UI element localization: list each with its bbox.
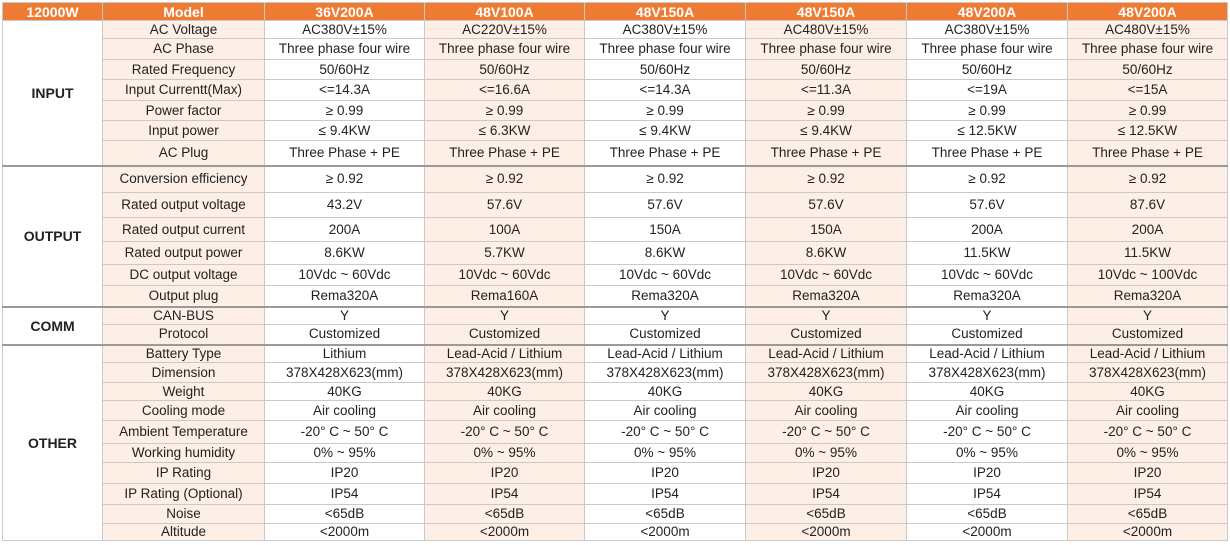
header-model: 36V200A — [265, 3, 425, 21]
spec-value-cell: Y — [746, 307, 907, 325]
spec-value-cell: Three Phase + PE — [585, 141, 746, 166]
spec-value-cell: Rema320A — [746, 286, 907, 307]
spec-value-cell: Three phase four wire — [425, 39, 585, 60]
spec-value-cell: 8.6KW — [746, 242, 907, 265]
spec-value-cell: -20° C ~ 50° C — [265, 421, 425, 444]
spec-value-cell: Lead-Acid / Lithium — [1068, 345, 1228, 363]
spec-value-cell: 0% ~ 95% — [1068, 444, 1228, 463]
spec-value-cell: Three Phase + PE — [265, 141, 425, 166]
spec-value-cell: Three phase four wire — [907, 39, 1068, 60]
spec-value-cell: Lead-Acid / Lithium — [746, 345, 907, 363]
header-model: 48V150A — [585, 3, 746, 21]
spec-value-cell: Rema320A — [585, 286, 746, 307]
spec-value-cell: <2000m — [265, 524, 425, 541]
spec-value-cell: 10Vdc ~ 60Vdc — [746, 265, 907, 286]
spec-value-cell: Rema320A — [265, 286, 425, 307]
spec-value-cell: Air cooling — [425, 401, 585, 421]
header-model: 48V200A — [1068, 3, 1228, 21]
table-row — [3, 265, 1228, 286]
spec-value-cell: Three Phase + PE — [425, 141, 585, 166]
group-label-other: OTHER — [3, 345, 103, 541]
group-label-comm: COMM — [3, 307, 103, 345]
spec-value-cell: IP20 — [425, 463, 585, 484]
param-label: Battery Type — [103, 345, 265, 363]
spec-value-cell: IP20 — [585, 463, 746, 484]
spec-value-cell: 378X428X623(mm) — [1068, 363, 1228, 383]
spec-value-cell: 87.6V — [1068, 193, 1228, 218]
spec-value-cell: 200A — [907, 218, 1068, 242]
param-label: Working humidity — [103, 444, 265, 463]
spec-value-cell: Air cooling — [585, 401, 746, 421]
spec-value-cell: Lead-Acid / Lithium — [425, 345, 585, 363]
spec-value-cell: ≤ 9.4KW — [585, 121, 746, 141]
spec-value-cell: ≥ 0.92 — [746, 166, 907, 193]
spec-value-cell: <=11.3A — [746, 80, 907, 101]
table-row — [3, 484, 1228, 505]
spec-value-cell: Customized — [265, 325, 425, 345]
spec-value-cell: Rema320A — [1068, 286, 1228, 307]
spec-value-cell: 0% ~ 95% — [907, 444, 1068, 463]
spec-value-cell: -20° C ~ 50° C — [425, 421, 585, 444]
spec-value-cell: 50/60Hz — [907, 60, 1068, 80]
spec-value-cell: 50/60Hz — [585, 60, 746, 80]
spec-value-cell: Customized — [585, 325, 746, 345]
spec-value-cell: <2000m — [1068, 524, 1228, 541]
spec-value-cell: ≥ 0.99 — [746, 101, 907, 121]
spec-value-cell: 10Vdc ~ 60Vdc — [425, 265, 585, 286]
table-row — [3, 21, 1228, 39]
spec-value-cell: 50/60Hz — [425, 60, 585, 80]
spec-value-cell: 10Vdc ~ 60Vdc — [907, 265, 1068, 286]
spec-value-cell: 378X428X623(mm) — [425, 363, 585, 383]
table-row — [3, 401, 1228, 421]
spec-value-cell: 0% ~ 95% — [425, 444, 585, 463]
table-row — [3, 80, 1228, 101]
spec-value-cell: 50/60Hz — [1068, 60, 1228, 80]
spec-value-cell: IP20 — [746, 463, 907, 484]
group-label-input: INPUT — [3, 21, 103, 166]
spec-value-cell: ≤ 12.5KW — [907, 121, 1068, 141]
table-row — [3, 463, 1228, 484]
header-model: 48V100A — [425, 3, 585, 21]
spec-value-cell: 11.5KW — [907, 242, 1068, 265]
param-label: Output plug — [103, 286, 265, 307]
param-label: Protocol — [103, 325, 265, 345]
spec-value-cell: ≥ 0.99 — [425, 101, 585, 121]
param-label: Noise — [103, 505, 265, 524]
spec-value-cell: 40KG — [265, 383, 425, 401]
param-label: Rated output power — [103, 242, 265, 265]
spec-value-cell: 0% ~ 95% — [585, 444, 746, 463]
param-label: Input power — [103, 121, 265, 141]
spec-value-cell: 40KG — [425, 383, 585, 401]
param-label: Rated output current — [103, 218, 265, 242]
spec-value-cell: Three phase four wire — [585, 39, 746, 60]
spec-value-cell: <2000m — [585, 524, 746, 541]
spec-value-cell: Lead-Acid / Lithium — [585, 345, 746, 363]
param-label: Cooling mode — [103, 401, 265, 421]
spec-value-cell: ≤ 6.3KW — [425, 121, 585, 141]
header-model: 48V150A — [746, 3, 907, 21]
spec-value-cell: IP54 — [265, 484, 425, 505]
table-row — [3, 242, 1228, 265]
spec-value-cell: AC480V±15% — [1068, 21, 1228, 39]
spec-value-cell: Three Phase + PE — [907, 141, 1068, 166]
table-row — [3, 121, 1228, 141]
table-row — [3, 166, 1228, 193]
spec-value-cell: AC380V±15% — [585, 21, 746, 39]
table-row — [3, 383, 1228, 401]
table-body — [3, 21, 1228, 541]
spec-value-cell: IP54 — [425, 484, 585, 505]
param-label: Input Currentt(Max) — [103, 80, 265, 101]
header-corner: 12000W — [3, 3, 103, 21]
param-label: Altitude — [103, 524, 265, 541]
spec-value-cell: 150A — [746, 218, 907, 242]
table-row — [3, 345, 1228, 363]
spec-value-cell: Y — [907, 307, 1068, 325]
spec-value-cell: <2000m — [425, 524, 585, 541]
spec-value-cell: ≤ 9.4KW — [265, 121, 425, 141]
spec-value-cell: Lithium — [265, 345, 425, 363]
param-label: CAN-BUS — [103, 307, 265, 325]
spec-value-cell: 40KG — [907, 383, 1068, 401]
spec-value-cell: 150A — [585, 218, 746, 242]
spec-value-cell: Three phase four wire — [746, 39, 907, 60]
param-label: AC Voltage — [103, 21, 265, 39]
spec-value-cell: Three Phase + PE — [746, 141, 907, 166]
table-row — [3, 101, 1228, 121]
spec-value-cell: 57.6V — [746, 193, 907, 218]
spec-value-cell: ≤ 9.4KW — [746, 121, 907, 141]
table-row — [3, 39, 1228, 60]
spec-value-cell: ≥ 0.99 — [1068, 101, 1228, 121]
spec-value-cell: -20° C ~ 50° C — [585, 421, 746, 444]
spec-value-cell: 378X428X623(mm) — [907, 363, 1068, 383]
spec-value-cell: Air cooling — [746, 401, 907, 421]
spec-value-cell: 50/60Hz — [265, 60, 425, 80]
spec-value-cell: <=15A — [1068, 80, 1228, 101]
param-label: AC Phase — [103, 39, 265, 60]
spec-value-cell: 8.6KW — [585, 242, 746, 265]
spec-value-cell: 43.2V — [265, 193, 425, 218]
table-row — [3, 421, 1228, 444]
spec-table — [2, 2, 1228, 541]
spec-value-cell: <=14.3A — [585, 80, 746, 101]
spec-value-cell: <=16.6A — [425, 80, 585, 101]
param-label: IP Rating — [103, 463, 265, 484]
spec-value-cell: <65dB — [907, 505, 1068, 524]
spec-value-cell: Lead-Acid / Lithium — [907, 345, 1068, 363]
spec-value-cell: <2000m — [746, 524, 907, 541]
spec-value-cell: Y — [425, 307, 585, 325]
param-label: AC Plug — [103, 141, 265, 166]
spec-value-cell: AC220V±15% — [425, 21, 585, 39]
spec-value-cell: 40KG — [1068, 383, 1228, 401]
spec-value-cell: <2000m — [907, 524, 1068, 541]
spec-value-cell: Three Phase + PE — [1068, 141, 1228, 166]
spec-value-cell: Three phase four wire — [265, 39, 425, 60]
spec-value-cell: 5.7KW — [425, 242, 585, 265]
table-row — [3, 141, 1228, 166]
spec-value-cell: IP54 — [1068, 484, 1228, 505]
param-label: Weight — [103, 383, 265, 401]
spec-value-cell: ≥ 0.99 — [265, 101, 425, 121]
spec-value-cell: 11.5KW — [1068, 242, 1228, 265]
spec-value-cell: Y — [265, 307, 425, 325]
table-row — [3, 363, 1228, 383]
spec-value-cell: <65dB — [425, 505, 585, 524]
spec-value-cell: Y — [585, 307, 746, 325]
param-label: Rated output voltage — [103, 193, 265, 218]
spec-value-cell: <65dB — [746, 505, 907, 524]
spec-value-cell: <65dB — [1068, 505, 1228, 524]
spec-value-cell: 8.6KW — [265, 242, 425, 265]
spec-value-cell: Rema320A — [907, 286, 1068, 307]
spec-value-cell: <=14.3A — [265, 80, 425, 101]
spec-value-cell: AC380V±15% — [907, 21, 1068, 39]
table-row — [3, 325, 1228, 345]
spec-value-cell: 378X428X623(mm) — [265, 363, 425, 383]
spec-value-cell: Rema160A — [425, 286, 585, 307]
spec-value-cell: 100A — [425, 218, 585, 242]
spec-value-cell: AC480V±15% — [746, 21, 907, 39]
spec-value-cell: ≥ 0.92 — [1068, 166, 1228, 193]
spec-value-cell: ≤ 12.5KW — [1068, 121, 1228, 141]
spec-value-cell: IP20 — [907, 463, 1068, 484]
spec-value-cell: Three phase four wire — [1068, 39, 1228, 60]
table-row — [3, 505, 1228, 524]
spec-value-cell: IP54 — [746, 484, 907, 505]
group-label-output: OUTPUT — [3, 166, 103, 307]
header-model-label: Model — [103, 3, 265, 21]
table-row — [3, 193, 1228, 218]
spec-value-cell: ≥ 0.92 — [907, 166, 1068, 193]
spec-value-cell: ≥ 0.99 — [907, 101, 1068, 121]
spec-value-cell: Air cooling — [1068, 401, 1228, 421]
spec-value-cell: ≥ 0.99 — [585, 101, 746, 121]
spec-value-cell: 378X428X623(mm) — [746, 363, 907, 383]
spec-value-cell: 50/60Hz — [746, 60, 907, 80]
spec-value-cell: AC380V±15% — [265, 21, 425, 39]
table-row — [3, 524, 1228, 541]
spec-value-cell: 57.6V — [907, 193, 1068, 218]
spec-value-cell: 40KG — [746, 383, 907, 401]
spec-value-cell: Air cooling — [907, 401, 1068, 421]
param-label: Dimension — [103, 363, 265, 383]
table-row — [3, 444, 1228, 463]
spec-value-cell: ≥ 0.92 — [585, 166, 746, 193]
table-row — [3, 286, 1228, 307]
spec-value-cell: -20° C ~ 50° C — [907, 421, 1068, 444]
spec-value-cell: 10Vdc ~ 100Vdc — [1068, 265, 1228, 286]
spec-value-cell: 10Vdc ~ 60Vdc — [585, 265, 746, 286]
spec-value-cell: Y — [1068, 307, 1228, 325]
spec-value-cell: 10Vdc ~ 60Vdc — [265, 265, 425, 286]
spec-value-cell: Customized — [425, 325, 585, 345]
table-row — [3, 60, 1228, 80]
param-label: Rated Frequency — [103, 60, 265, 80]
spec-value-cell: Customized — [746, 325, 907, 345]
param-label: Ambient Temperature — [103, 421, 265, 444]
spec-value-cell: Customized — [1068, 325, 1228, 345]
spec-value-cell: <65dB — [585, 505, 746, 524]
spec-value-cell: 200A — [265, 218, 425, 242]
param-label: DC output voltage — [103, 265, 265, 286]
spec-value-cell: 57.6V — [425, 193, 585, 218]
param-label: Power factor — [103, 101, 265, 121]
spec-value-cell: ≥ 0.92 — [265, 166, 425, 193]
spec-value-cell: 40KG — [585, 383, 746, 401]
table-row — [3, 218, 1228, 242]
table-header — [3, 3, 1228, 21]
spec-value-cell: Customized — [907, 325, 1068, 345]
spec-value-cell: IP54 — [585, 484, 746, 505]
spec-value-cell: -20° C ~ 50° C — [746, 421, 907, 444]
spec-value-cell: -20° C ~ 50° C — [1068, 421, 1228, 444]
param-label: IP Rating (Optional) — [103, 484, 265, 505]
spec-value-cell: ≥ 0.92 — [425, 166, 585, 193]
spec-value-cell: <65dB — [265, 505, 425, 524]
spec-value-cell: 0% ~ 95% — [746, 444, 907, 463]
spec-value-cell: IP54 — [907, 484, 1068, 505]
table-row — [3, 307, 1228, 325]
spec-value-cell: 57.6V — [585, 193, 746, 218]
spec-value-cell: IP20 — [1068, 463, 1228, 484]
spec-value-cell: IP20 — [265, 463, 425, 484]
param-label: Conversion efficiency — [103, 166, 265, 193]
spec-value-cell: <=19A — [907, 80, 1068, 101]
spec-value-cell: Air cooling — [265, 401, 425, 421]
spec-value-cell: 200A — [1068, 218, 1228, 242]
header-model: 48V200A — [907, 3, 1068, 21]
spec-value-cell: 378X428X623(mm) — [585, 363, 746, 383]
spec-value-cell: 0% ~ 95% — [265, 444, 425, 463]
